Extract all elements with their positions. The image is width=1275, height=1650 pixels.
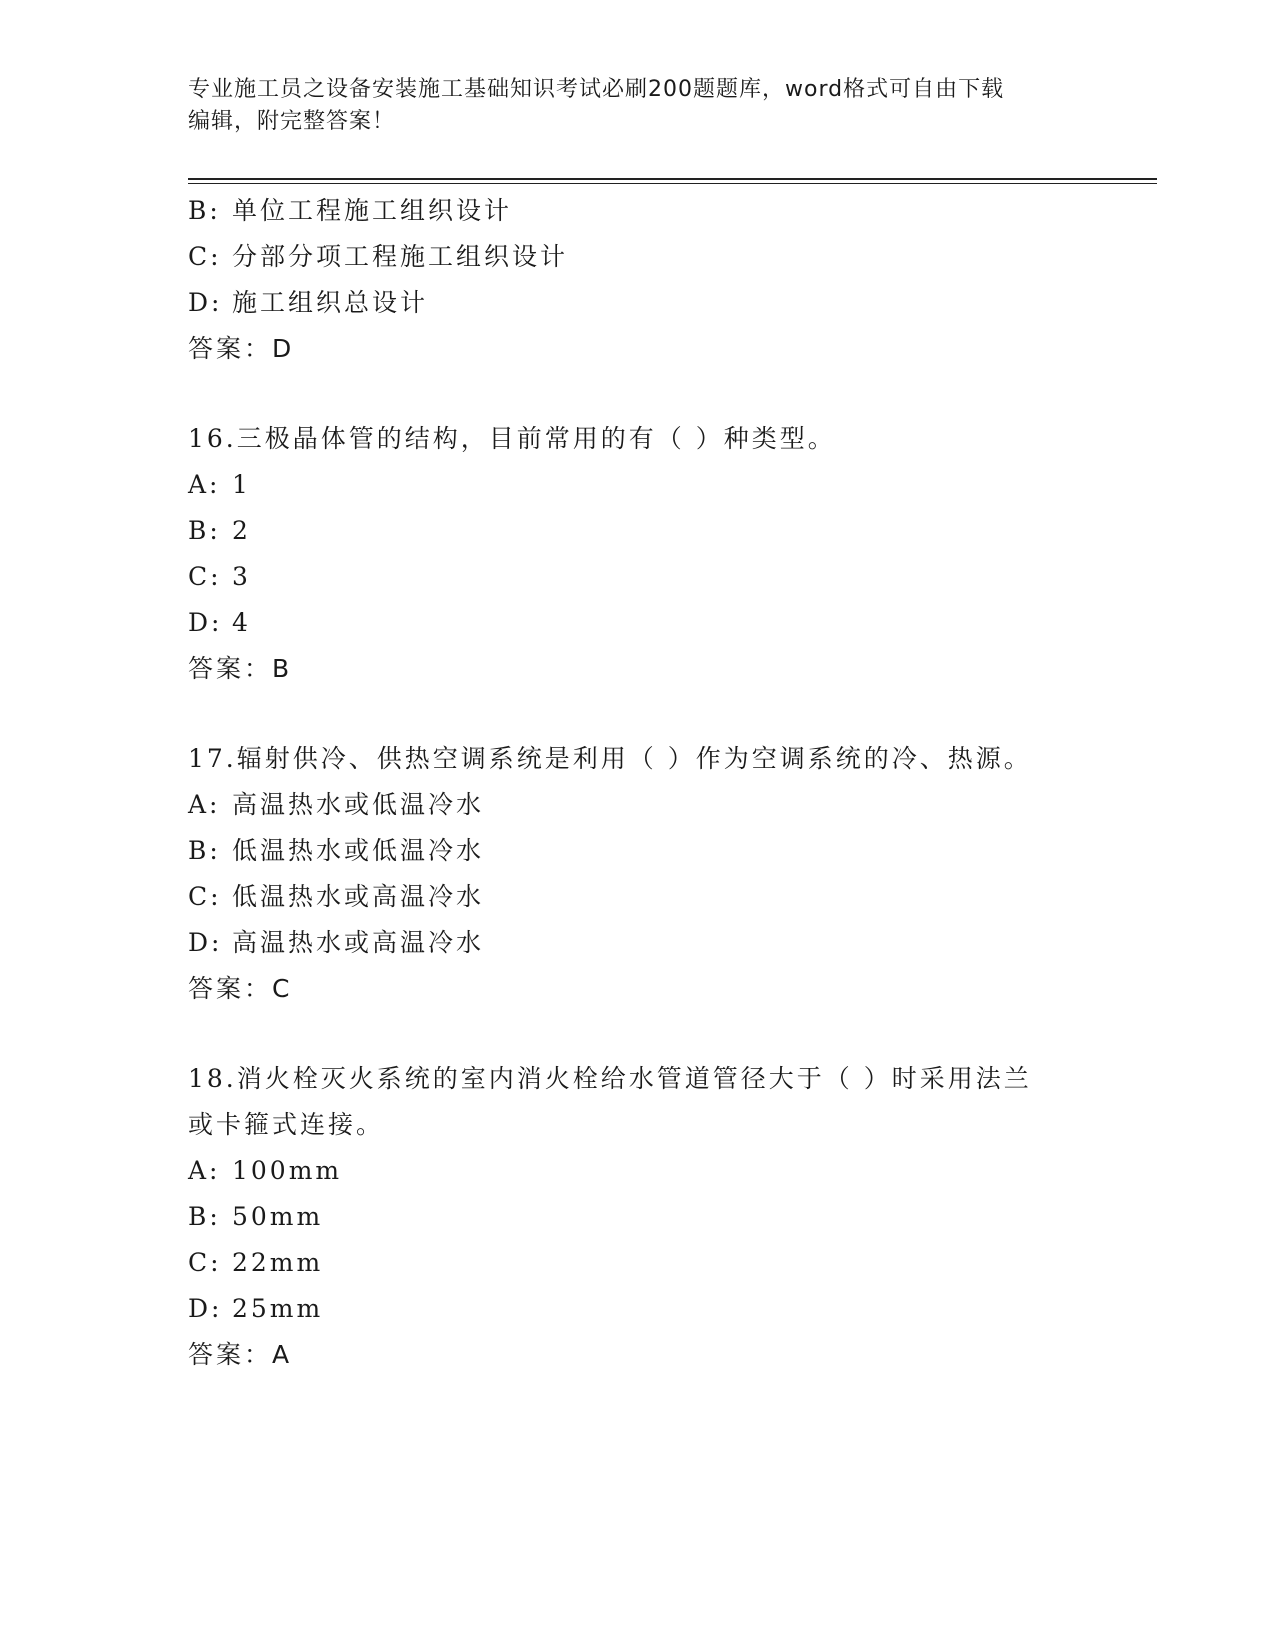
option-label: C: — [188, 882, 222, 911]
option-item — [188, 554, 1088, 600]
option-text: 分部分项工程施工组织设计 — [232, 242, 569, 271]
option-label: D: — [188, 1294, 223, 1323]
option-item — [188, 280, 1088, 326]
option-label: A: — [188, 470, 221, 499]
spacer — [188, 692, 1088, 736]
question-stem-text: 三极晶体管的结构，目前常用的有（ ）种类型。 — [236, 424, 836, 453]
option-text: 25mm — [232, 1294, 324, 1323]
option-text: 1 — [232, 470, 251, 499]
question-stem-text: 辐射供冷、供热空调系统是利用（ ）作为空调系统的冷、热源。 — [236, 744, 1032, 773]
question-number: 16. — [188, 424, 237, 453]
answer-line: 答案：B — [188, 654, 293, 683]
option-item — [188, 188, 1088, 234]
option-text: 22mm — [232, 1248, 324, 1277]
option-text: 单位工程施工组织设计 — [232, 196, 513, 225]
answer-line: 答案：C — [188, 974, 293, 1003]
option-item — [188, 1194, 1088, 1240]
option-label: D: — [188, 608, 223, 637]
option-text: 3 — [232, 562, 251, 591]
option-item — [188, 920, 1088, 966]
option-item — [188, 462, 1088, 508]
option-text: 50mm — [232, 1202, 324, 1231]
option-label: D: — [188, 928, 223, 957]
option-text: 2 — [232, 516, 251, 545]
option-text: 低温热水或低温冷水 — [232, 836, 485, 865]
option-label: A: — [188, 790, 221, 819]
question-stem-continuation: 或卡箍式连接。 — [188, 1110, 385, 1139]
header-line-2: 编辑，附完整答案！ — [188, 109, 396, 134]
question-stem — [188, 736, 1088, 782]
spacer — [188, 1012, 1088, 1056]
option-label: D: — [188, 288, 223, 317]
option-text: 低温热水或高温冷水 — [232, 882, 485, 911]
question-block-17 — [188, 736, 1088, 1012]
option-item — [188, 1240, 1088, 1286]
option-item — [188, 1148, 1088, 1194]
option-item — [188, 600, 1088, 646]
option-item — [188, 874, 1088, 920]
question-block-18 — [188, 1056, 1088, 1378]
header-line-1: 专业施工员之设备安装施工基础知识考试必刷200题题库，word格式可自由下载 — [188, 77, 1005, 102]
header-rule-thick — [188, 178, 1157, 180]
option-label: B: — [188, 196, 221, 225]
option-text: 4 — [232, 608, 251, 637]
question-number: 17. — [188, 744, 237, 773]
option-item — [188, 782, 1088, 828]
answer-line: 答案：D — [188, 334, 295, 363]
question-stem-text: 消火栓灭火系统的室内消火栓给水管道管径大于（ ）时采用法兰 — [236, 1064, 1032, 1093]
header-rule-thin — [188, 183, 1157, 184]
option-label: B: — [188, 1202, 221, 1231]
option-label: B: — [188, 516, 221, 545]
option-item — [188, 1286, 1088, 1332]
option-item — [188, 508, 1088, 554]
question-stem — [188, 1056, 1088, 1102]
question-block-16 — [188, 416, 1088, 692]
answer-line: 答案：A — [188, 1340, 293, 1369]
document-header — [188, 74, 1068, 138]
option-text: 高温热水或高温冷水 — [232, 928, 485, 957]
question-content — [188, 188, 1088, 1378]
option-label: C: — [188, 562, 222, 591]
option-item — [188, 828, 1088, 874]
question-stem — [188, 416, 1088, 462]
option-label: B: — [188, 836, 221, 865]
question-number: 18. — [188, 1064, 237, 1093]
option-label: C: — [188, 242, 222, 271]
option-label: A: — [188, 1156, 221, 1185]
spacer — [188, 372, 1088, 416]
option-item — [188, 234, 1088, 280]
option-text: 施工组织总设计 — [232, 288, 429, 317]
lead-question-block — [188, 188, 1088, 372]
option-text: 100mm — [232, 1156, 343, 1185]
option-label: C: — [188, 1248, 222, 1277]
option-text: 高温热水或低温冷水 — [232, 790, 485, 819]
